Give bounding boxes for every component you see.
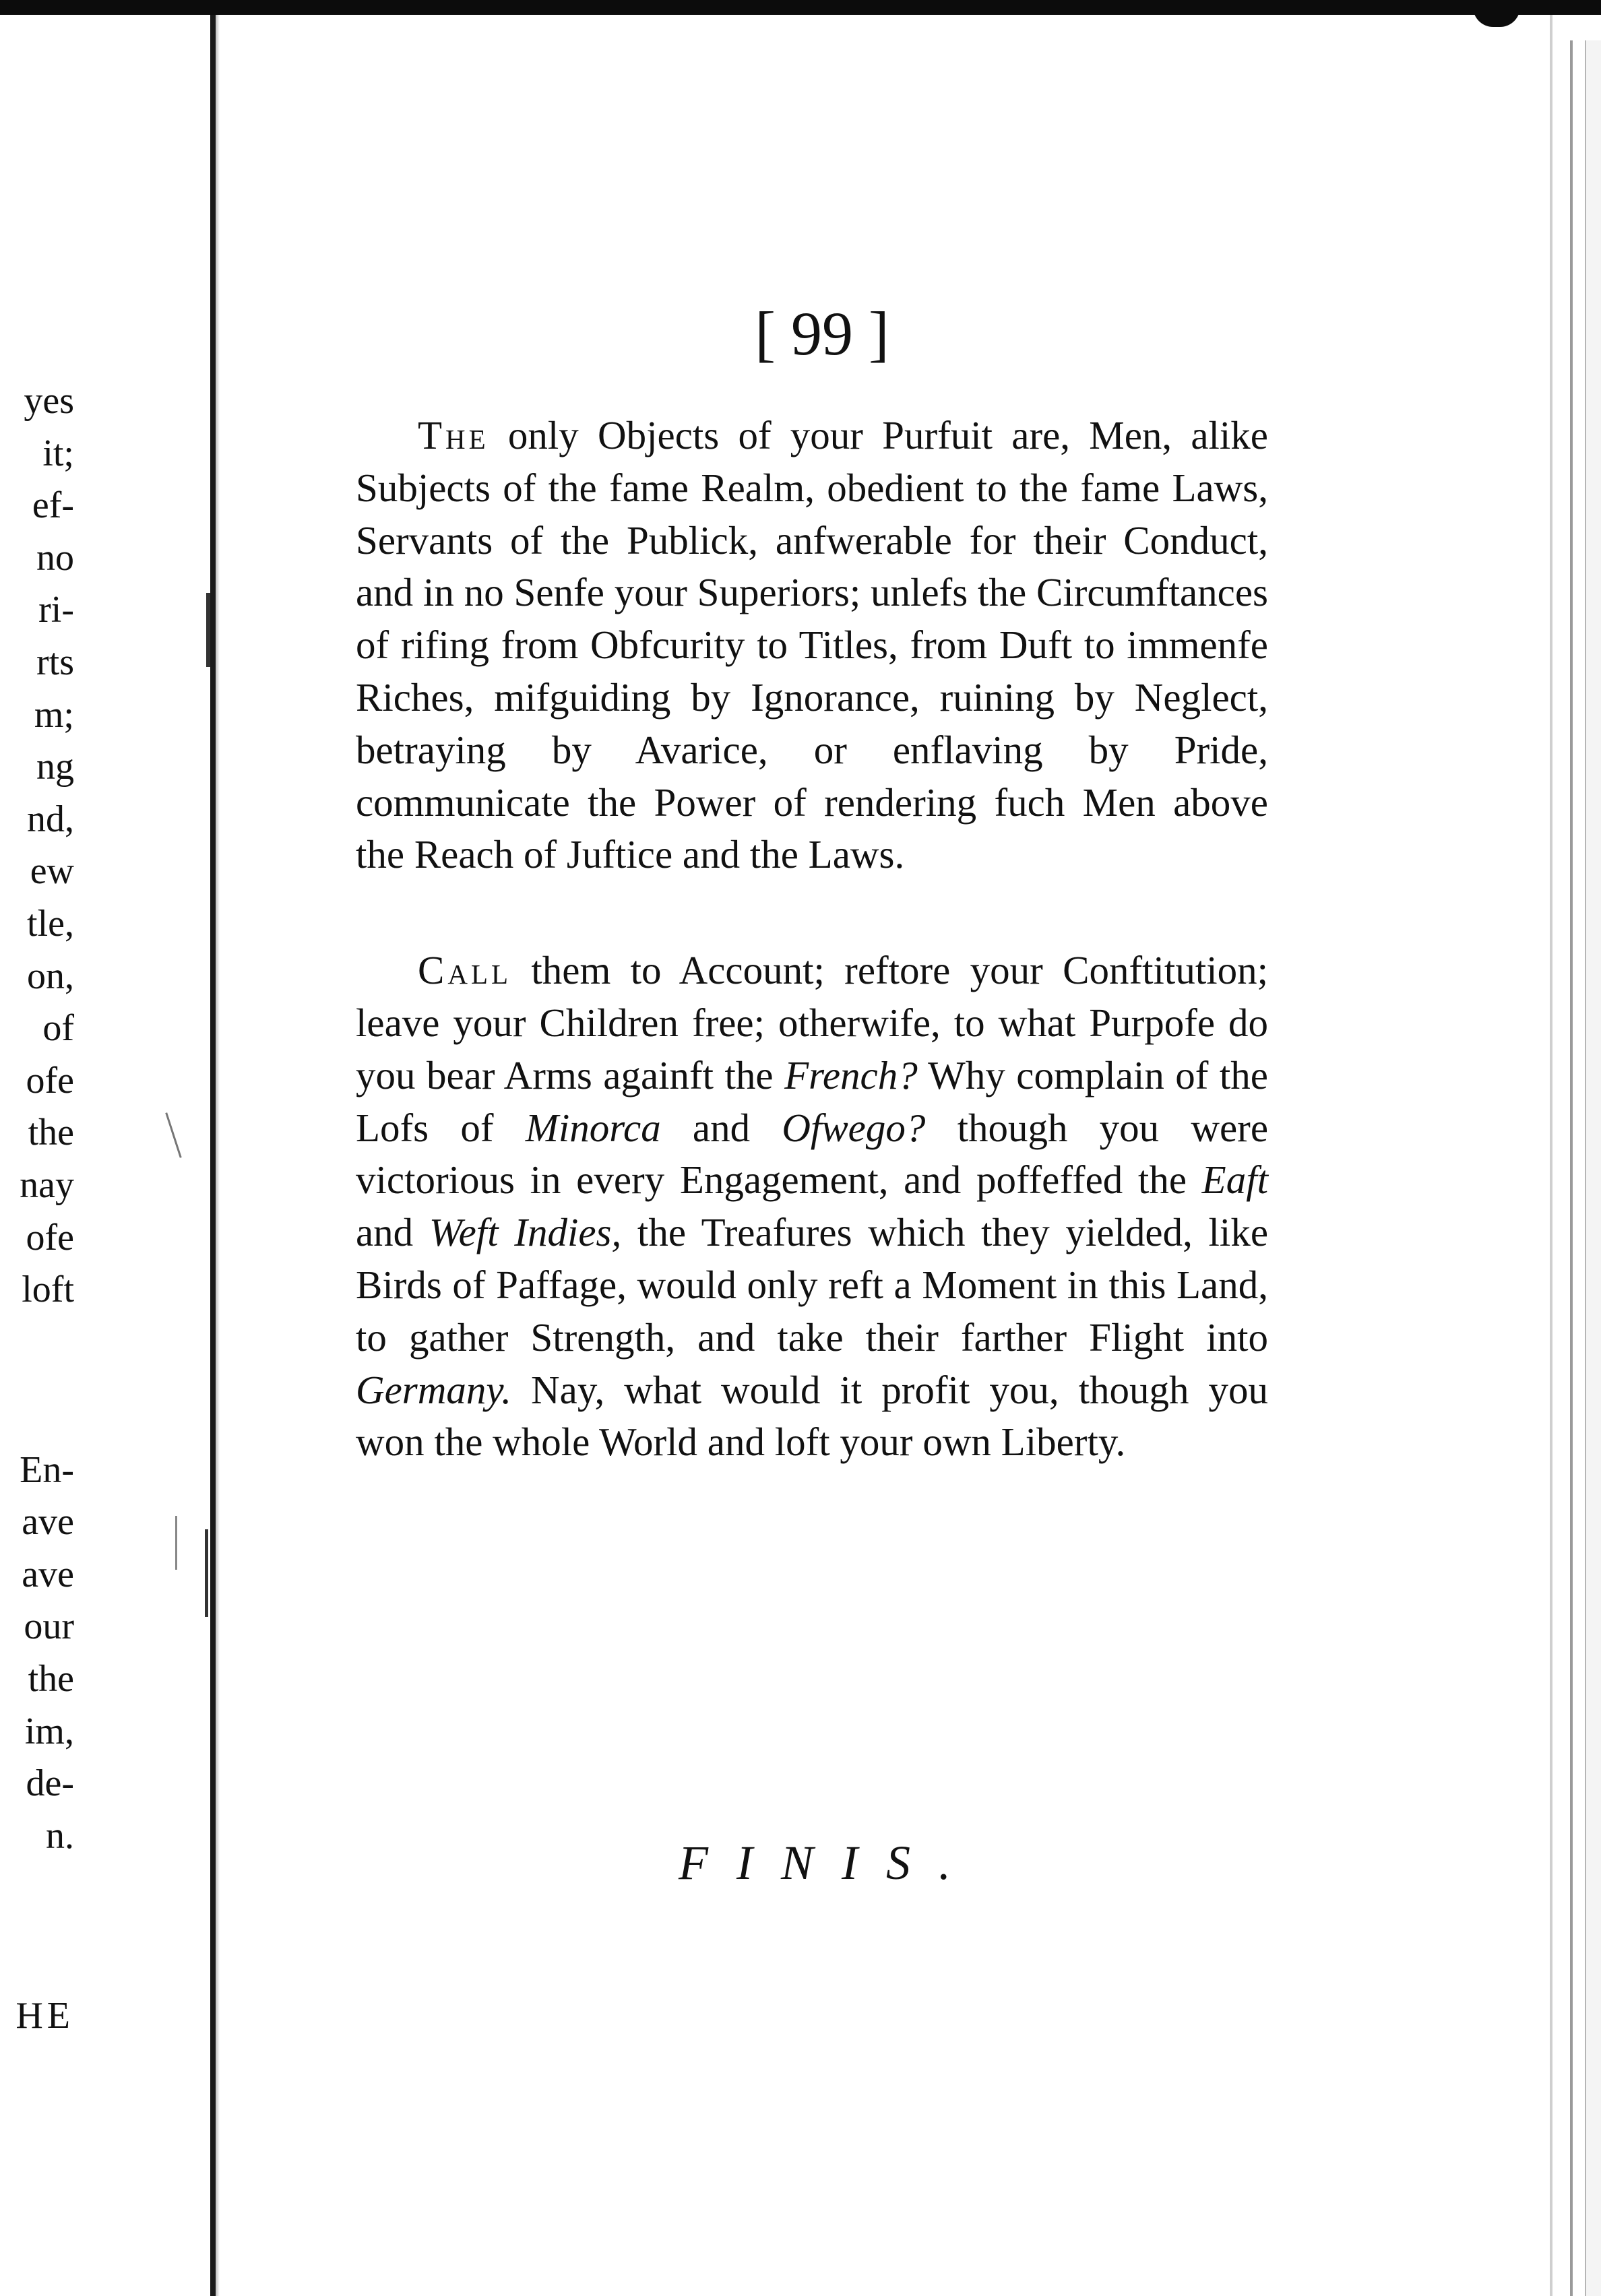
line-fragment: nd, (27, 798, 74, 840)
gutter-shadow (216, 15, 220, 2296)
line-fragment: the (28, 1658, 74, 1700)
line-fragment: nay (20, 1163, 74, 1206)
finis-heading: FINIS. (679, 1836, 979, 1890)
italic-word-east: Eaft (1201, 1157, 1268, 1203)
paragraph-text: only Objects of your Purfuit are, Men, alike Subjects of the fame Realm, obedient to the fame Laws, Servants of the Publick, anfwerable for their Conduct, and in no Senfe your Superiors; unlefs the Circumftances of rifing from Obfcurity to Titles, from Duft to immenfe Riches, mifguiding by Ignorance, ruining by Neglect, betraying by Avarice, or enflaving by Pride, communicate the Power of rendering fuch Men above the Reach of Juftice and the Laws. (356, 413, 1268, 877)
line-fragment: ng (36, 746, 74, 788)
line-fragment: tle, (27, 902, 74, 945)
line-fragment: ofe (26, 1216, 74, 1258)
paragraph-text: the Treafures which they yielded, like Birds of Paffage, would only reft a Moment in this Land, to gather Strength, and take their farther Flight into (356, 1210, 1269, 1360)
paragraph-text: and (356, 1210, 429, 1255)
paragraph-gap (0, 1862, 74, 1990)
paragraph-text: Why complain of the Lofs of (356, 1052, 1268, 1150)
page-edge (1585, 40, 1601, 2296)
scan-mark (206, 593, 210, 667)
paragraph-text: Nay, what would it profit you, though you won the whole World and loft your own Liberty. (356, 1367, 1268, 1465)
italic-word-germany: Germany. (356, 1367, 512, 1412)
previous-page-line-endings (0, 375, 74, 2043)
line-fragment: ofe (26, 1059, 74, 1102)
page-edge (1570, 40, 1573, 2296)
scan-mark (205, 1529, 208, 1617)
line-fragment: n. (46, 1814, 74, 1857)
line-fragment: of (42, 1007, 74, 1050)
line-fragment: the (28, 1112, 74, 1154)
paragraph-2 (356, 945, 1268, 1469)
line-fragment: it; (42, 432, 74, 474)
paragraph-text: and (660, 1105, 782, 1150)
italic-word-ofwego: Ofwego? (782, 1105, 926, 1150)
page-number: [ 99 ] (755, 299, 889, 368)
page-gutter (210, 15, 216, 2296)
line-fragment: no (36, 536, 74, 579)
line-fragment: on, (27, 955, 74, 997)
line-fragment: loft (22, 1269, 74, 1311)
italic-word-minorca: Minorca (525, 1105, 661, 1150)
line-fragment: ave (22, 1553, 74, 1595)
paragraph-text: though you were victorious in every Engagement, and poffeffed the (356, 1105, 1269, 1203)
page-edge (1550, 15, 1552, 2296)
line-fragment: im, (24, 1710, 74, 1752)
scan-artifact (1473, 0, 1520, 27)
line-fragment: En- (20, 1448, 74, 1491)
paragraph-lead: The (418, 413, 489, 457)
line-fragment: m; (34, 693, 74, 736)
line-fragment: de- (26, 1762, 74, 1805)
line-fragment: HE (15, 1995, 74, 2037)
italic-word-french: French? (784, 1052, 918, 1097)
italic-word-west-indies: Weft Indies, (429, 1210, 622, 1255)
scan-top-edge (0, 0, 1601, 15)
line-fragment: rts (36, 641, 74, 683)
paragraph-gap (0, 1316, 74, 1444)
scan-mark (175, 1516, 177, 1570)
line-fragment: ew (30, 850, 74, 893)
previous-page-fragment (0, 15, 214, 2296)
line-fragment: ave (22, 1501, 74, 1543)
paragraph-lead: Call (418, 948, 512, 993)
paragraph-1 (356, 410, 1268, 881)
line-fragment: our (24, 1605, 74, 1648)
line-fragment: yes (24, 380, 74, 422)
paragraph-text: them to Account; reftore your Conftitution; leave your Children free; otherwife, to what Purpofe do you bear Arms againft the (356, 948, 1268, 1097)
line-fragment: ef- (32, 484, 74, 527)
body-text (356, 410, 1268, 1469)
line-fragment: ri- (38, 589, 74, 631)
